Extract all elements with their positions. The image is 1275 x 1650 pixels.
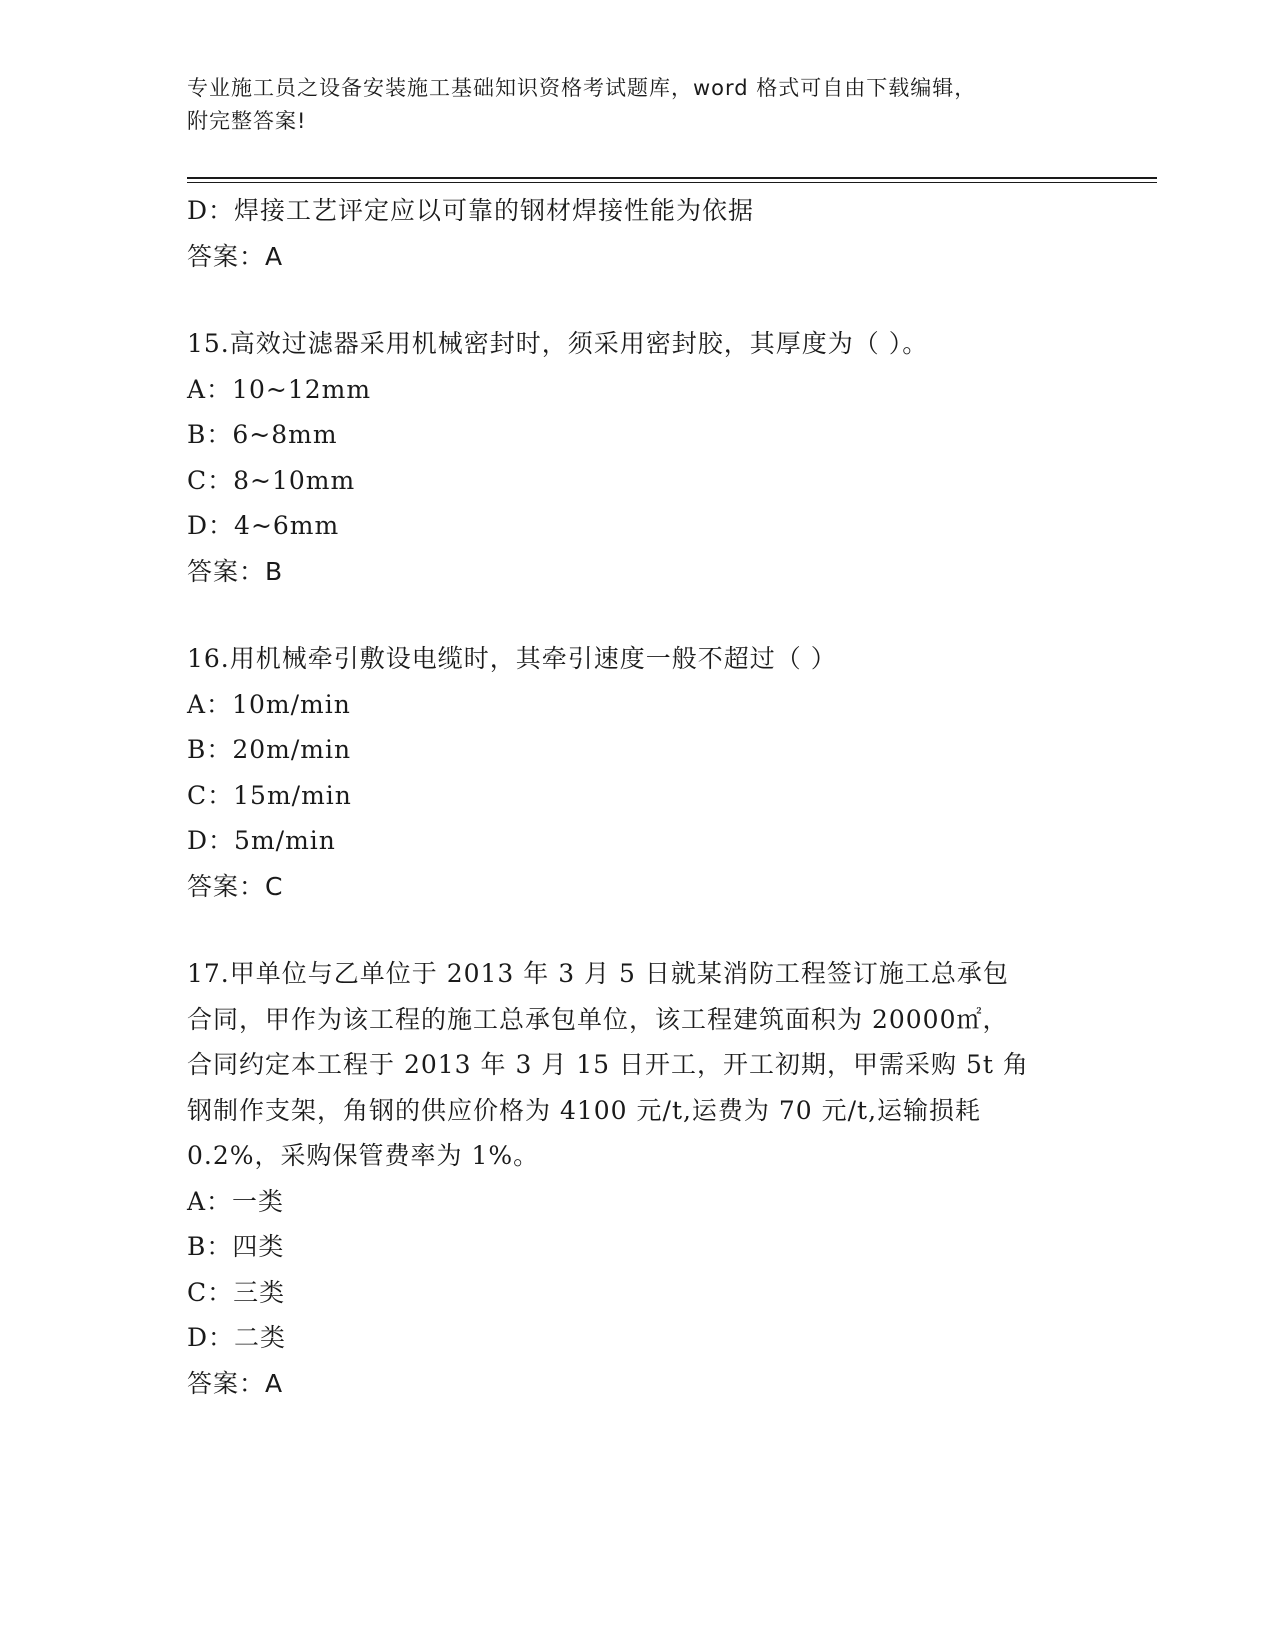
question-16 — [187, 636, 1067, 909]
question-stem-line-3: 合同约定本工程于 2013 年 3 月 15 日开工，开工初期，甲需采购 5t 角 — [187, 1050, 1029, 1079]
option-b: B：四类 — [187, 1232, 285, 1261]
answer-line: 答案：B — [187, 556, 284, 586]
question-stem: 16.用机械牵引敷设电缆时，其牵引速度一般不超过（ ） — [187, 644, 837, 673]
answer-line: 答案：A — [187, 1368, 284, 1398]
option-d: D：焊接工艺评定应以可靠的钢材焊接性能为依据 — [187, 196, 755, 225]
question-15 — [187, 321, 1067, 594]
question-stem: 15.高效过滤器采用机械密封时，须采用密封胶，其厚度为（ ）。 — [187, 329, 929, 358]
header-line-1: 专业施工员之设备安装施工基础知识资格考试题库，word 格式可自由下载编辑， — [187, 76, 977, 100]
option-d: D：4~6mm — [187, 511, 340, 540]
spacer — [187, 909, 1067, 951]
option-c: C：15m/min — [187, 780, 352, 810]
document-header — [187, 72, 1067, 138]
option-a: A：一类 — [187, 1186, 285, 1216]
header-divider-thin — [187, 182, 1157, 183]
option-b: B：6~8mm — [187, 420, 338, 449]
option-a: A：10~12mm — [187, 374, 372, 404]
header-divider-thick — [187, 177, 1157, 179]
question-stem-line-1: 17.甲单位与乙单位于 2013 年 3 月 5 日就某消防工程签订施工总承包 — [187, 959, 1009, 988]
question-stem-line-2: 合同，甲作为该工程的施工总承包单位，该工程建筑面积为 20000㎡， — [187, 1004, 1009, 1034]
option-d: D：5m/min — [187, 826, 336, 855]
option-d: D：二类 — [187, 1323, 287, 1352]
spacer — [187, 279, 1067, 321]
question-list — [187, 188, 1067, 1406]
question-stem-line-5: 0.2%，采购保管费率为 1%。 — [187, 1141, 540, 1170]
header-line-2: 附完整答案! — [187, 109, 307, 133]
question-17 — [187, 951, 1067, 1406]
carryover-block — [187, 188, 1067, 279]
spacer — [187, 594, 1067, 636]
option-a: A：10m/min — [187, 689, 351, 719]
option-c: C：8~10mm — [187, 465, 356, 495]
question-stem-line-4: 钢制作支架，角钢的供应价格为 4100 元/t,运费为 70 元/t,运输损耗 — [187, 1095, 982, 1125]
option-b: B：20m/min — [187, 735, 352, 764]
answer-line: 答案：C — [187, 871, 284, 901]
answer-line: 答案：A — [187, 241, 284, 271]
option-c: C：三类 — [187, 1277, 286, 1307]
